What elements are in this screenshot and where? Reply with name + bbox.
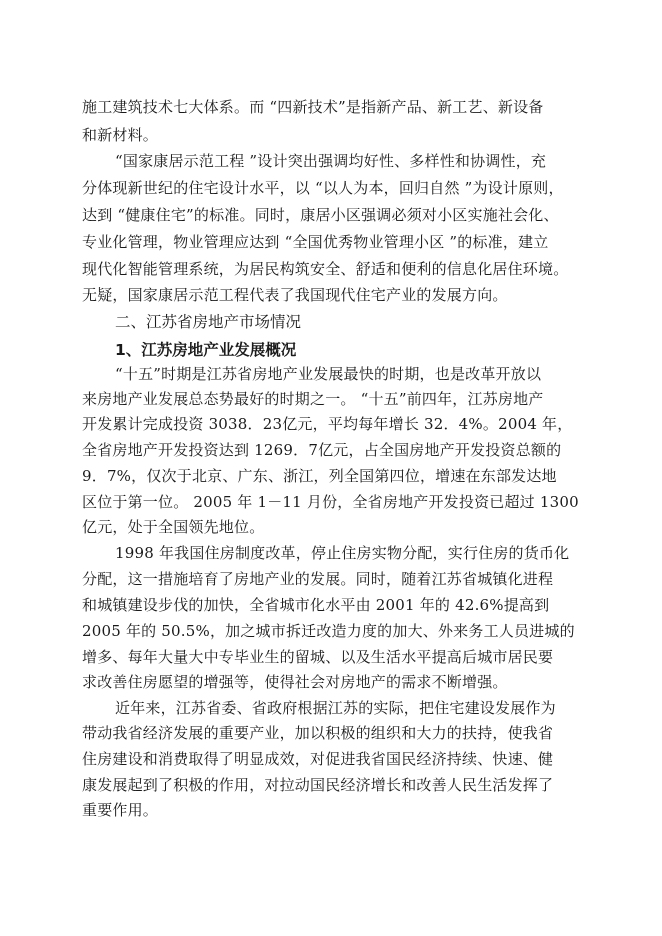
paragraph-2-line-5: 现代化智能管理系统，为居民构筑安全、舒适和便利的信息化居住环境。 xyxy=(82,260,569,278)
section-heading: 二、江苏省房地产市场情况 xyxy=(115,313,302,331)
paragraph-3-line-2: 来房地产业发展总态势最好的时期之一。 “十五”前四年，江苏房地产 xyxy=(82,390,544,408)
paragraph-3-line-1: “十五”时期是江苏省房地产业发展最快的时期，也是改革开放以 xyxy=(115,365,542,383)
paragraph-4-line-6: 求改善住房愿望的增强等，使得社会对房地产的需求不断增强。 xyxy=(82,673,508,691)
paragraph-2-line-4: 专业化管理，物业管理应达到 “全国优秀物业管理小区 ”的标准，建立 xyxy=(82,233,549,251)
paragraph-5-line-3: 住房建设和消费取得了明显成效，对促进我省国民经济持续、快速、健 xyxy=(82,750,554,768)
paragraph-2-line-6: 无疑，国家康居示范工程代表了我国现代住宅产业的发展方向。 xyxy=(82,286,508,304)
paragraph-2-line-3: 达到 “健康住宅”的标准。同时，康居小区强调必须对小区实施社会化、 xyxy=(82,206,559,224)
paragraph-4-line-2: 分配，这一措施培育了房地产业的发展。同时，随着江苏省城镇化进程 xyxy=(82,570,554,588)
paragraph-5-line-5: 重要作用。 xyxy=(82,801,159,819)
subsection-heading: 1、江苏房地产业发展概况 xyxy=(115,341,297,359)
paragraph-2-line-1: “国家康居示范工程 ”设计突出强调均好性、多样性和协调性，充 xyxy=(115,152,547,170)
paragraph-3-line-7: 亿元，处于全国领先地位。 xyxy=(82,518,265,536)
paragraph-1-line-2: 和新材料。 xyxy=(82,126,159,144)
paragraph-4-line-3: 和城镇建设步伐的加快，全省城市化水平由 2001 年的 42.6%提高到 xyxy=(82,596,550,614)
paragraph-2-line-2: 分体现新世纪的住宅设计水平，以 “以人为本，回归自然 ”为设计原则， xyxy=(82,179,564,197)
paragraph-4-line-4: 2005 年的 50.5%，加之城市拆迁改造力度的加大、外来务工人员进城的 xyxy=(82,622,575,640)
paragraph-3-line-3: 开发累计完成投资 3038．23亿元，平均每年增长 32．4%。2004 年， xyxy=(82,415,573,433)
paragraph-5-line-2: 带动我省经济发展的重要产业，加以积极的组织和大力的扶持，使我省 xyxy=(82,724,554,742)
paragraph-1-line-1: 施工建筑技术七大体系。而 “四新技术”是指新产品、新工艺、新设备 xyxy=(82,98,544,116)
paragraph-4-line-5: 增多、每年大量大中专毕业生的留城、以及生活水平提高后城市居民要 xyxy=(82,648,554,666)
paragraph-4-line-1: 1998 年我国住房制度改革，停止住房实物分配，实行住房的货币化 xyxy=(115,544,570,562)
paragraph-5-line-1: 近年来，江苏省委、省政府根据江苏的实际，把住宅建设发展作为 xyxy=(115,699,556,717)
paragraph-5-line-4: 康发展起到了积极的作用，对拉动国民经济增长和改善人民生活发挥了 xyxy=(82,776,554,794)
paragraph-3-line-4: 全省房地产开发投资达到 1269．7亿元，占全国房地产开发投资总额的 xyxy=(82,441,562,459)
paragraph-3-line-5: 9．7%，仅次于北京、广东、浙江，列全国第四位，增速在东部发达地 xyxy=(82,467,557,485)
paragraph-3-line-6: 区位于第一位。 2005 年 1－11 月份，全省房地产开发投资已超过 1300 xyxy=(82,493,579,511)
